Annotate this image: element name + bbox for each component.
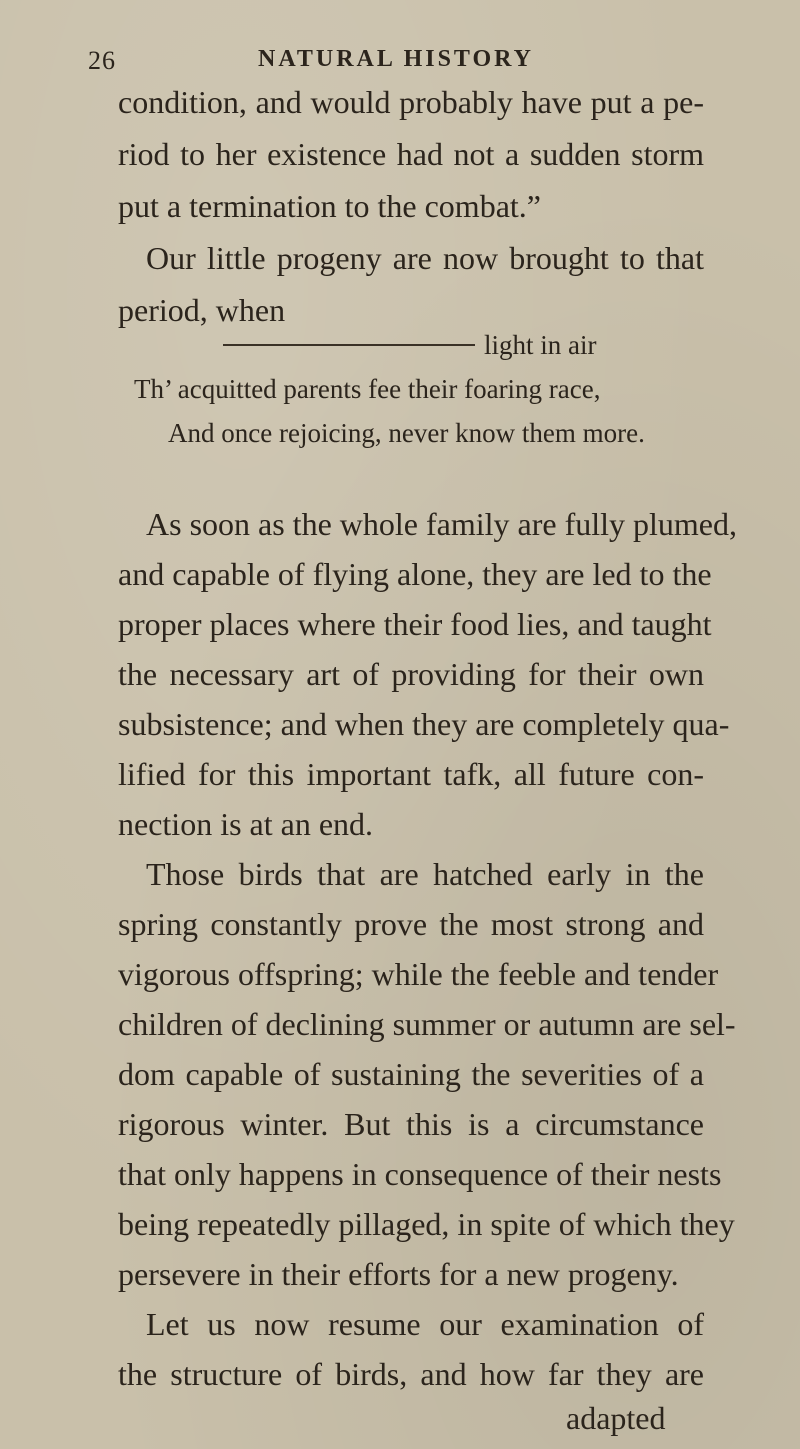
verse-line: And once rejoicing, never know them more. [168, 418, 645, 448]
text-line: that only happens in consequence of their nests [118, 1156, 722, 1192]
text-line: the necessary art of providing for their own [118, 656, 704, 692]
text-line: the structure of birds, and how far they are [118, 1356, 704, 1392]
text-line: Let us now resume our examination of [146, 1306, 704, 1342]
text-line: subsistence; and when they are completely qua- [118, 706, 730, 742]
text-line: put a termination to the combat.” [118, 188, 541, 224]
text-line: lified for this important tafk, all future con- [118, 756, 704, 792]
running-head [0, 46, 800, 86]
text-line: being repeatedly pillaged, in spite of which they [118, 1206, 735, 1242]
text-line: As soon as the whole family are fully plumed, [146, 506, 737, 542]
text-line: persevere in their efforts for a new progeny. [118, 1256, 679, 1292]
text-line: nection is at an end. [118, 806, 374, 842]
verse-line: light in air [484, 330, 597, 360]
verse-dash-rule [223, 344, 475, 346]
text-line: dom capable of sustaining the severities of a [118, 1056, 704, 1092]
page-number: 26 [88, 46, 116, 75]
text-line: and capable of flying alone, they are led to the [118, 556, 712, 592]
text-line: riod to her existence had not a sudden storm [118, 136, 704, 172]
text-line: vigorous offspring; while the feeble and tender [118, 956, 719, 992]
text-line: children of declining summer or autumn are sel- [118, 1006, 736, 1042]
running-title: NATURAL HISTORY [258, 46, 534, 72]
text-line: proper places where their food lies, and taught [118, 606, 712, 642]
text-line: condition, and would probably have put a pe- [118, 84, 704, 120]
text-line: period, when [118, 292, 286, 328]
catchword: adapted [566, 1400, 666, 1436]
text-line: Our little progeny are now brought to that [146, 240, 704, 276]
text-line: spring constantly prove the most strong and [118, 906, 704, 942]
verse-line: Th’ acquitted parents fee their foaring race, [134, 374, 601, 404]
text-line: rigorous winter. But this is a circumstance [118, 1106, 704, 1142]
text-line: Those birds that are hatched early in the [146, 856, 704, 892]
